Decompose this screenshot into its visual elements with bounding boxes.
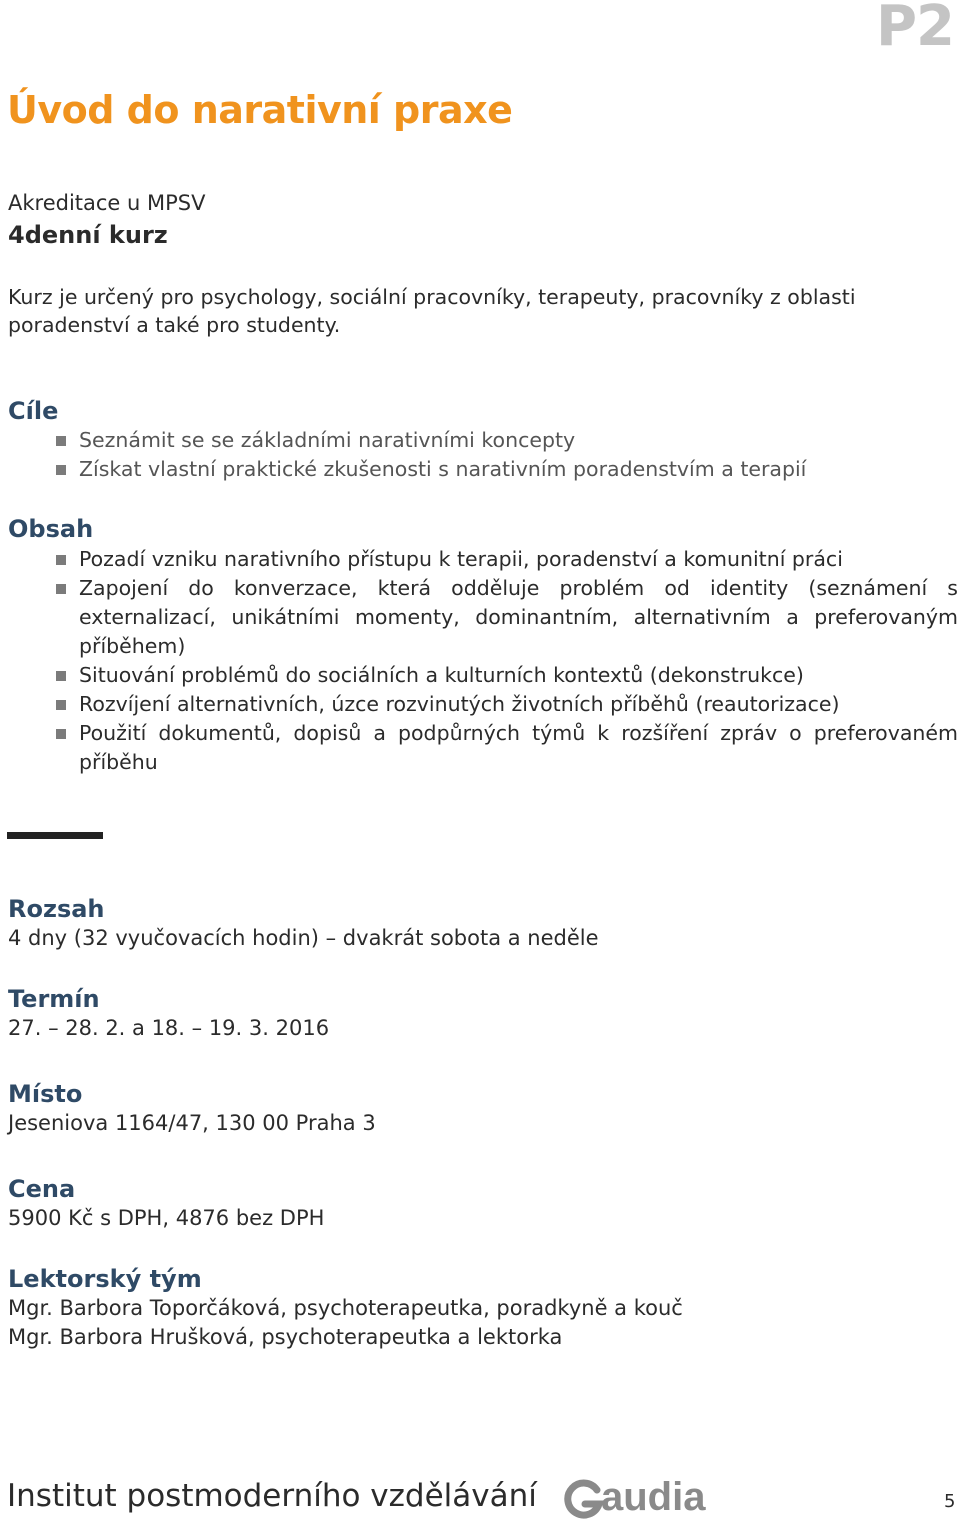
page-code: P2 (875, 0, 954, 59)
date-value: 27. – 28. 2. a 18. – 19. 3. 2016 (8, 1016, 330, 1040)
course-length: 4denní kurz (8, 221, 168, 249)
price-heading: Cena (8, 1175, 76, 1203)
list-item: Zapojení do konverzace, která odděluje problém od identity (seznámení s externalizací, unikátními momenty, dominantním, alternativním a preferovaným příběhem) (56, 574, 958, 661)
lecturers-heading: Lektorský tým (8, 1265, 202, 1293)
lecturer-2: Mgr. Barbora Hrušková, psychoterapeutka a lektorka (8, 1325, 563, 1349)
accreditation-text: Akreditace u MPSV (8, 191, 206, 215)
page-number: 5 (944, 1491, 956, 1512)
g-letter-icon (568, 1483, 599, 1515)
logo-wordmark: audia (601, 1475, 706, 1519)
section-divider (7, 832, 103, 839)
gaudia-logo (563, 1470, 708, 1524)
content-list (56, 545, 958, 777)
price-value: 5900 Kč s DPH, 4876 bez DPH (8, 1206, 325, 1230)
intro-paragraph: Kurz je určený pro psychology, sociální pracovníky, terapeuty, pracovníky z oblasti poradenství a také pro studenty. (8, 285, 856, 337)
lecturer-1: Mgr. Barbora Toporčáková, psychoterapeutka, poradkyně a kouč (8, 1296, 683, 1320)
goals-list (56, 426, 958, 484)
list-item: Seznámit se se základními narativními koncepty (56, 426, 958, 455)
place-value: Jeseniova 1164/47, 130 00 Praha 3 (8, 1111, 376, 1135)
content-heading: Obsah (8, 515, 94, 543)
list-item: Použití dokumentů, dopisů a podpůrných týmů k rozšíření zpráv o preferovaném příběhu (56, 719, 958, 777)
place-heading: Místo (8, 1080, 83, 1108)
date-heading: Termín (8, 985, 100, 1013)
scope-heading: Rozsah (8, 895, 105, 923)
goals-heading: Cíle (8, 397, 59, 425)
institute-name: Institut postmoderního vzdělávání (7, 1478, 537, 1514)
scope-value: 4 dny (32 vyučovacích hodin) – dvakrát sobota a neděle (8, 926, 599, 950)
list-item: Rozvíjení alternativních, úzce rozvinutých životních příběhů (reautorizace) (56, 690, 958, 719)
page-title: Úvod do narativní praxe (7, 88, 513, 132)
list-item: Situování problémů do sociálních a kulturních kontextů (dekonstrukce) (56, 661, 958, 690)
list-item: Získat vlastní praktické zkušenosti s narativním poradenstvím a terapií (56, 455, 958, 484)
list-item: Pozadí vzniku narativního přístupu k terapii, poradenství a komunitní práci (56, 545, 958, 574)
